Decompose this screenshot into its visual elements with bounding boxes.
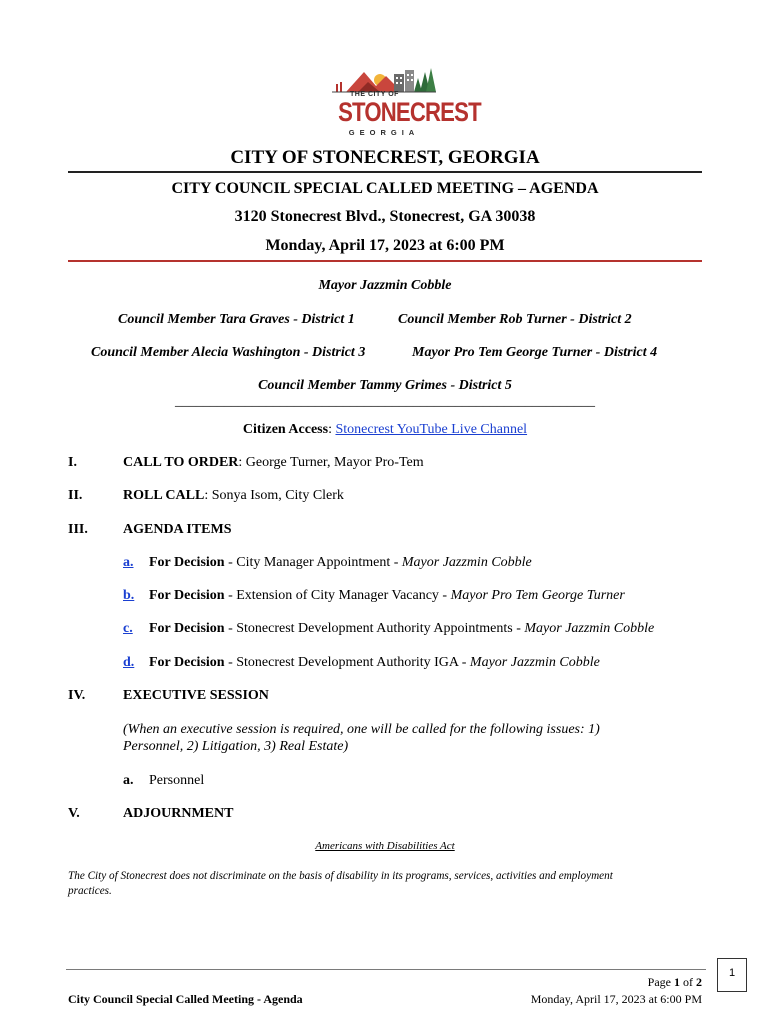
title-rule: [68, 171, 702, 173]
agenda-items-label: AGENDA ITEMS: [123, 522, 232, 537]
ada-text-line-2: practices.: [68, 885, 112, 897]
executive-session-label: EXECUTIVE SESSION: [123, 688, 269, 703]
agenda-num-iv: IV.: [68, 688, 86, 703]
agenda-subitem-b: [123, 588, 625, 604]
citizen-access-label: Citizen Access: [242, 422, 329, 437]
subitem-b-bold: For Decision: [149, 588, 225, 603]
officials-separator: ____________________________________________________________: [175, 394, 595, 409]
meeting-datetime: Monday, April 17, 2023 at 6:00 PM: [265, 237, 505, 254]
subitem-c-link[interactable]: c.: [123, 621, 133, 636]
citizen-access-colon: :: [328, 422, 332, 437]
subitem-c-presenter: Mayor Jazzmin Cobble: [524, 621, 655, 636]
agenda-num-i: I.: [68, 455, 77, 470]
meeting-address: 3120 Stonecrest Blvd., Stonecrest, GA 30038: [234, 208, 536, 225]
agenda-items-heading: [123, 522, 232, 538]
subitem-d-link[interactable]: d.: [123, 655, 135, 670]
subitem-a-text: - City Manager Appointment -: [224, 555, 402, 570]
subitem-d-bold: For Decision: [149, 655, 225, 670]
executive-subitem-a: [123, 773, 204, 789]
document-title: CITY OF STONECREST, GEORGIA: [230, 147, 540, 168]
subitem-c-text: - Stonecrest Development Authority Appointments -: [224, 621, 525, 636]
executive-subitem-text: Personnel: [149, 773, 205, 788]
page-total: 2: [696, 975, 702, 989]
executive-note-line-1: (When an executive session is required, one will be called for the following issues: 1): [123, 722, 600, 737]
executive-session-heading: [123, 688, 269, 704]
agenda-num-iii: III.: [68, 522, 88, 537]
subitem-b-text: - Extension of City Manager Vacancy -: [224, 588, 451, 603]
roll-call-label: ROLL CALL: [123, 488, 205, 503]
agenda-item-call-to-order: [123, 455, 424, 471]
adjournment-label: ADJOURNMENT: [123, 806, 234, 821]
agenda-subitem-c: [123, 621, 654, 637]
agenda-num-ii: II.: [68, 488, 83, 503]
executive-note-line-2: Personnel, 2) Litigation, 3) Real Estate): [123, 739, 349, 754]
council-member-district-4: Mayor Pro Tem George Turner - District 4: [412, 345, 658, 360]
page-word: Page: [647, 975, 674, 989]
subitem-b-link[interactable]: b.: [123, 588, 135, 603]
council-member-district-3: Council Member Alecia Washington - District 3: [91, 345, 366, 360]
subitem-d-presenter: Mayor Jazzmin Cobble: [469, 655, 600, 670]
subitem-a-bold: For Decision: [149, 555, 225, 570]
footer-document-title: City Council Special Called Meeting - Agenda: [68, 992, 303, 1006]
city-logo: [328, 64, 481, 142]
header-red-rule: [68, 260, 702, 262]
adjournment-heading: [123, 806, 233, 822]
mayor-name: Mayor Jazzmin Cobble: [318, 278, 452, 293]
subitem-a-presenter: Mayor Jazzmin Cobble: [401, 555, 532, 570]
council-member-district-1: Council Member Tara Graves - District 1: [118, 312, 355, 327]
executive-subitem-letter: a.: [123, 773, 134, 788]
logo-top-text: THE CITY OF: [350, 91, 399, 98]
call-to-order-label: CALL TO ORDER: [123, 455, 239, 470]
youtube-live-link[interactable]: Stonecrest YouTube Live Channel: [335, 422, 528, 437]
ada-heading: Americans with Disabilities Act: [315, 840, 455, 852]
agenda-subitem-a: [123, 555, 532, 571]
subitem-c-bold: For Decision: [149, 621, 225, 636]
page-number-box: 1: [717, 958, 747, 992]
subitem-a-link[interactable]: a.: [123, 555, 134, 570]
meeting-subtitle: CITY COUNCIL SPECIAL CALLED MEETING – AGENDA: [171, 180, 599, 197]
agenda-num-v: V.: [68, 806, 80, 821]
council-member-district-5: Council Member Tammy Grimes - District 5: [258, 378, 512, 393]
subitem-b-presenter: Mayor Pro Tem George Turner: [450, 588, 625, 603]
subitem-d-text: - Stonecrest Development Authority IGA -: [224, 655, 470, 670]
logo-sub-text: GEORGIA: [348, 128, 420, 137]
agenda-subitem-d: [123, 655, 600, 671]
footer-page-number: [545, 975, 702, 990]
page-of-word: of: [680, 975, 696, 989]
roll-call-text: : Sonya Isom, City Clerk: [204, 488, 344, 503]
page-current: 1: [674, 975, 680, 989]
logo-main-text: STONECREST: [338, 97, 481, 127]
footer-date: Monday, April 17, 2023 at 6:00 PM: [530, 992, 702, 1006]
ada-text-line-1: The City of Stonecrest does not discriminate on the basis of disability in its programs, services, activities and employment: [68, 870, 613, 882]
footer-rule: [66, 969, 706, 970]
call-to-order-text: : George Turner, Mayor Pro-Tem: [238, 455, 424, 470]
citizen-access-line: [0, 422, 770, 438]
council-member-district-2: Council Member Rob Turner - District 2: [398, 312, 632, 327]
agenda-item-roll-call: [123, 488, 344, 504]
